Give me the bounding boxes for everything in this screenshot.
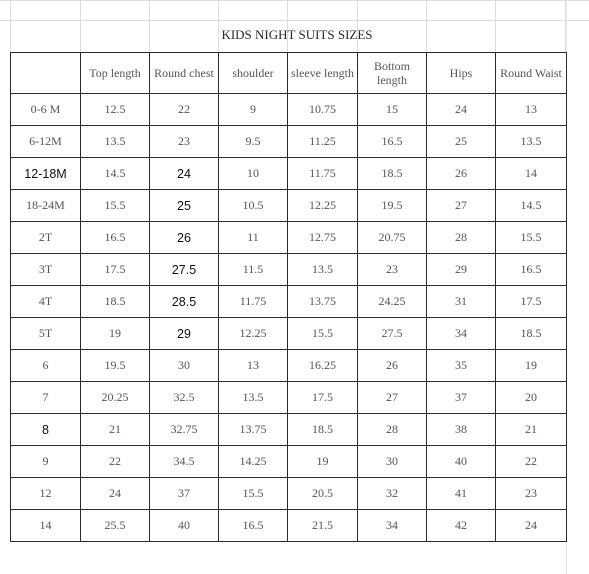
measurement-cell: 21.5: [288, 510, 358, 542]
measurement-cell: 11.5: [219, 254, 288, 286]
measurement-cell: 23: [358, 254, 427, 286]
measurement-cell: 13: [496, 94, 567, 126]
size-label-cell: 12: [11, 478, 81, 510]
measurement-cell: 16.5: [219, 510, 288, 542]
measurement-cell: 22: [81, 446, 150, 478]
column-header: Top length: [81, 53, 150, 94]
measurement-cell: 16.5: [358, 126, 427, 158]
measurement-cell: 14.5: [81, 158, 150, 190]
table-row: [11, 414, 567, 446]
size-label-cell: 8: [11, 414, 81, 446]
table-row: [11, 446, 567, 478]
table-row: [11, 478, 567, 510]
size-label-cell: 0-6 M: [11, 94, 81, 126]
measurement-cell: 19: [496, 350, 567, 382]
column-header: Round chest: [150, 53, 219, 94]
measurement-cell: 10.5: [219, 190, 288, 222]
measurement-cell: 38: [427, 414, 496, 446]
measurement-cell: 20.75: [358, 222, 427, 254]
measurement-cell: 27.5: [358, 318, 427, 350]
measurement-cell: 9: [219, 94, 288, 126]
measurement-cell: 28.5: [150, 286, 219, 318]
measurement-cell: 20.5: [288, 478, 358, 510]
size-label-cell: 6-12M: [11, 126, 81, 158]
measurement-cell: 27: [427, 190, 496, 222]
measurement-cell: 13.75: [288, 286, 358, 318]
measurement-cell: 17.5: [288, 382, 358, 414]
measurement-cell: 10.75: [288, 94, 358, 126]
measurement-cell: 37: [427, 382, 496, 414]
measurement-cell: 16.25: [288, 350, 358, 382]
measurement-cell: 12.5: [81, 94, 150, 126]
measurement-cell: 18.5: [288, 414, 358, 446]
measurement-cell: 42: [427, 510, 496, 542]
measurement-cell: 22: [496, 446, 567, 478]
measurement-cell: 32.5: [150, 382, 219, 414]
measurement-cell: 26: [150, 222, 219, 254]
measurement-cell: 35: [427, 350, 496, 382]
measurement-cell: 13.75: [219, 414, 288, 446]
measurement-cell: 29: [150, 318, 219, 350]
column-header: Hips: [427, 53, 496, 94]
measurement-cell: 13.5: [496, 126, 567, 158]
measurement-cell: 23: [150, 126, 219, 158]
size-label-cell: 4T: [11, 286, 81, 318]
measurement-cell: 15.5: [81, 190, 150, 222]
measurement-cell: 21: [496, 414, 567, 446]
measurement-cell: 24.25: [358, 286, 427, 318]
table-row: [11, 286, 567, 318]
measurement-cell: 12.25: [288, 190, 358, 222]
table-row: [11, 126, 567, 158]
column-header: sleeve length: [288, 53, 358, 94]
size-label-cell: 5T: [11, 318, 81, 350]
measurement-cell: 29: [427, 254, 496, 286]
measurement-cell: 34: [427, 318, 496, 350]
table-row: [11, 382, 567, 414]
table-row: [11, 94, 567, 126]
measurement-cell: 13.5: [219, 382, 288, 414]
measurement-cell: 32.75: [150, 414, 219, 446]
table-row: [11, 158, 567, 190]
measurement-cell: 26: [358, 350, 427, 382]
measurement-cell: 17.5: [496, 286, 567, 318]
measurement-cell: 24: [496, 510, 567, 542]
table-row: [11, 190, 567, 222]
table-body: [11, 94, 567, 542]
measurement-cell: 37: [150, 478, 219, 510]
measurement-cell: 16.5: [496, 254, 567, 286]
measurement-cell: 11.25: [288, 126, 358, 158]
table-row: [11, 350, 567, 382]
measurement-cell: 28: [427, 222, 496, 254]
measurement-cell: 19: [288, 446, 358, 478]
size-label-cell: 2T: [11, 222, 81, 254]
table-row: [11, 254, 567, 286]
table-row: [11, 510, 567, 542]
measurement-cell: 15.5: [219, 478, 288, 510]
table-row: [11, 222, 567, 254]
measurement-cell: 25: [150, 190, 219, 222]
measurement-cell: 10: [219, 158, 288, 190]
measurement-cell: 32: [358, 478, 427, 510]
measurement-cell: 12.75: [288, 222, 358, 254]
measurement-cell: 14.25: [219, 446, 288, 478]
table-row: [11, 318, 567, 350]
column-header: shoulder: [219, 53, 288, 94]
measurement-cell: 18.5: [81, 286, 150, 318]
measurement-cell: 26: [427, 158, 496, 190]
measurement-cell: 15.5: [496, 222, 567, 254]
measurement-cell: 13: [219, 350, 288, 382]
measurement-cell: 9.5: [219, 126, 288, 158]
measurement-cell: 40: [150, 510, 219, 542]
measurement-cell: 34: [358, 510, 427, 542]
measurement-cell: 31: [427, 286, 496, 318]
measurement-cell: 41: [427, 478, 496, 510]
measurement-cell: 11: [219, 222, 288, 254]
size-table: [10, 52, 567, 542]
measurement-cell: 24: [150, 158, 219, 190]
measurement-cell: 27.5: [150, 254, 219, 286]
measurement-cell: 11.75: [219, 286, 288, 318]
size-label-cell: 14: [11, 510, 81, 542]
measurement-cell: 16.5: [81, 222, 150, 254]
measurement-cell: 19: [81, 318, 150, 350]
measurement-cell: 27: [358, 382, 427, 414]
measurement-cell: 30: [358, 446, 427, 478]
measurement-cell: 25: [427, 126, 496, 158]
column-header: Bottom length: [358, 53, 427, 94]
measurement-cell: 12.25: [219, 318, 288, 350]
measurement-cell: 19.5: [358, 190, 427, 222]
size-label-cell: 18-24M: [11, 190, 81, 222]
measurement-cell: 23: [496, 478, 567, 510]
size-label-cell: 6: [11, 350, 81, 382]
measurement-cell: 25.5: [81, 510, 150, 542]
measurement-cell: 15: [358, 94, 427, 126]
measurement-cell: 30: [150, 350, 219, 382]
measurement-cell: 24: [427, 94, 496, 126]
header-row: [11, 53, 567, 94]
header-corner-cell: [11, 53, 81, 94]
measurement-cell: 18.5: [358, 158, 427, 190]
measurement-cell: 21: [81, 414, 150, 446]
measurement-cell: 13.5: [81, 126, 150, 158]
table-title: KIDS NIGHT SUITS SIZES: [221, 27, 373, 42]
size-label-cell: 7: [11, 382, 81, 414]
measurement-cell: 24: [81, 478, 150, 510]
measurement-cell: 14: [496, 158, 567, 190]
measurement-cell: 20.25: [81, 382, 150, 414]
size-label-cell: 3T: [11, 254, 81, 286]
size-label-cell: 9: [11, 446, 81, 478]
measurement-cell: 15.5: [288, 318, 358, 350]
measurement-cell: 13.5: [288, 254, 358, 286]
measurement-cell: 40: [427, 446, 496, 478]
measurement-cell: 22: [150, 94, 219, 126]
measurement-cell: 17.5: [81, 254, 150, 286]
measurement-cell: 11.75: [288, 158, 358, 190]
size-label-cell: 12-18M: [11, 158, 81, 190]
measurement-cell: 14.5: [496, 190, 567, 222]
column-header: Round Waist: [496, 53, 567, 94]
measurement-cell: 28: [358, 414, 427, 446]
measurement-cell: 18.5: [496, 318, 567, 350]
measurement-cell: 34.5: [150, 446, 219, 478]
measurement-cell: 19.5: [81, 350, 150, 382]
measurement-cell: 20: [496, 382, 567, 414]
